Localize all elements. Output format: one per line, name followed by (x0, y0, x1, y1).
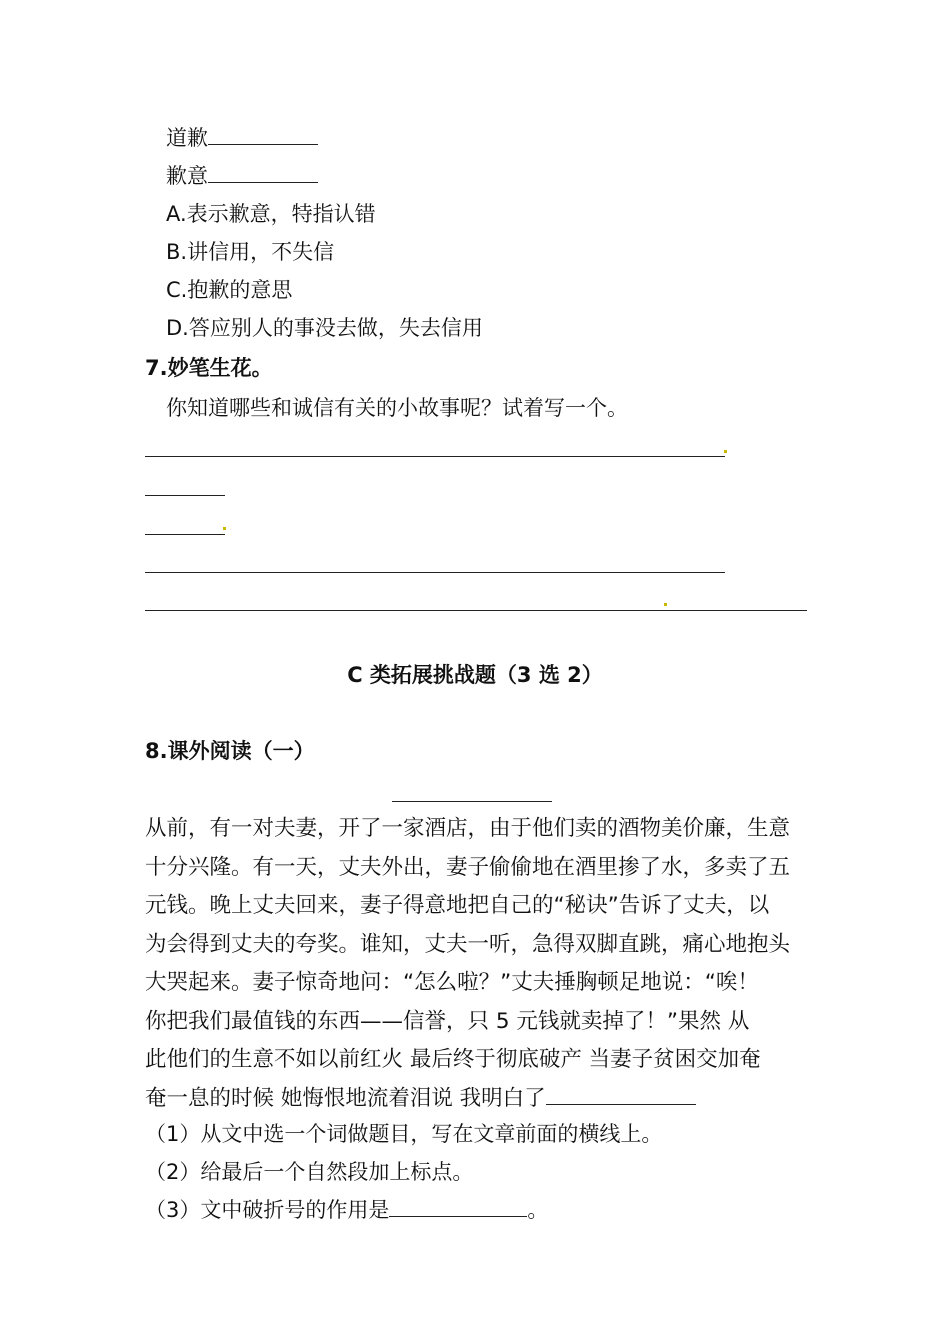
question-7-prompt: 你知道哪些和诚信有关的小故事呢？试着写一个。 (166, 396, 628, 420)
answer-blank[interactable] (546, 1084, 696, 1105)
passage-line: 你把我们最值钱的东西——信誉，只 5 元钱就卖掉了！”果然 从 (145, 1008, 750, 1034)
option-d: D.答应别人的事没去做，失去信用 (166, 316, 483, 340)
writing-line[interactable] (145, 534, 225, 535)
passage-line: 十分兴隆。有一天，丈夫外出，妻子偷偷地在酒里掺了水，多卖了五 (145, 854, 791, 880)
writing-line[interactable] (145, 610, 807, 611)
word-item (166, 162, 318, 190)
answer-blank[interactable] (208, 124, 318, 145)
writing-line[interactable] (145, 456, 725, 457)
sub-question-text: （3）文中破折号的作用是 (145, 1198, 390, 1222)
writing-line[interactable] (145, 495, 225, 496)
sub-question-1: （1）从文中选一个词做题目，写在文章前面的横线上。 (145, 1122, 663, 1146)
question-8-title: 8.课外阅读（一） (145, 739, 315, 763)
passage-line: 此他们的生意不如以前红火 最后终于彻底破产 当妻子贫困交加奄 (145, 1047, 761, 1072)
sub-question-3 (145, 1196, 548, 1224)
passage-line: 大哭起来。妻子惊奇地问：“怎么啦？”丈夫捶胸顿足地说：“唉！ (145, 970, 759, 995)
answer-blank[interactable] (208, 162, 318, 183)
question-7-title: 7.妙笔生花。 (145, 356, 273, 380)
answer-blank[interactable] (389, 1196, 527, 1217)
reading-passage (145, 810, 813, 1118)
sub-question-2: （2）给最后一个自然段加上标点。 (145, 1160, 474, 1184)
passage-text: 奄一息的时候 她悔恨地流着泪说 我明白了 (145, 1085, 546, 1111)
passage-line-last (145, 1080, 813, 1119)
section-c-title: C 类拓展挑战题（3 选 2） (347, 663, 603, 687)
passage-line: 元钱。晚上丈夫回来，妻子得意地把自己的“秘诀”告诉了丈夫，以 (145, 893, 770, 918)
passage-line: 为会得到丈夫的夸奖。谁知，丈夫一听，急得双脚直跳，痛心地抱头 (145, 931, 791, 957)
option-b: B.讲信用，不失信 (166, 240, 335, 264)
option-c: C.抱歉的意思 (166, 278, 293, 302)
decorative-dot (724, 450, 727, 453)
writing-line[interactable] (145, 572, 725, 573)
word-item (166, 124, 318, 152)
option-a: A.表示歉意，特指认错 (166, 202, 376, 226)
passage-line: 从前，有一对夫妻，开了一家酒店，由于他们卖的酒物美价廉，生意 (145, 816, 791, 841)
decorative-dot (664, 603, 667, 606)
decorative-dot (223, 527, 226, 530)
end-mark: 。 (527, 1198, 549, 1222)
word-text: 歉意 (166, 164, 208, 188)
word-text: 道歉 (166, 126, 208, 150)
title-blank[interactable] (392, 801, 552, 802)
